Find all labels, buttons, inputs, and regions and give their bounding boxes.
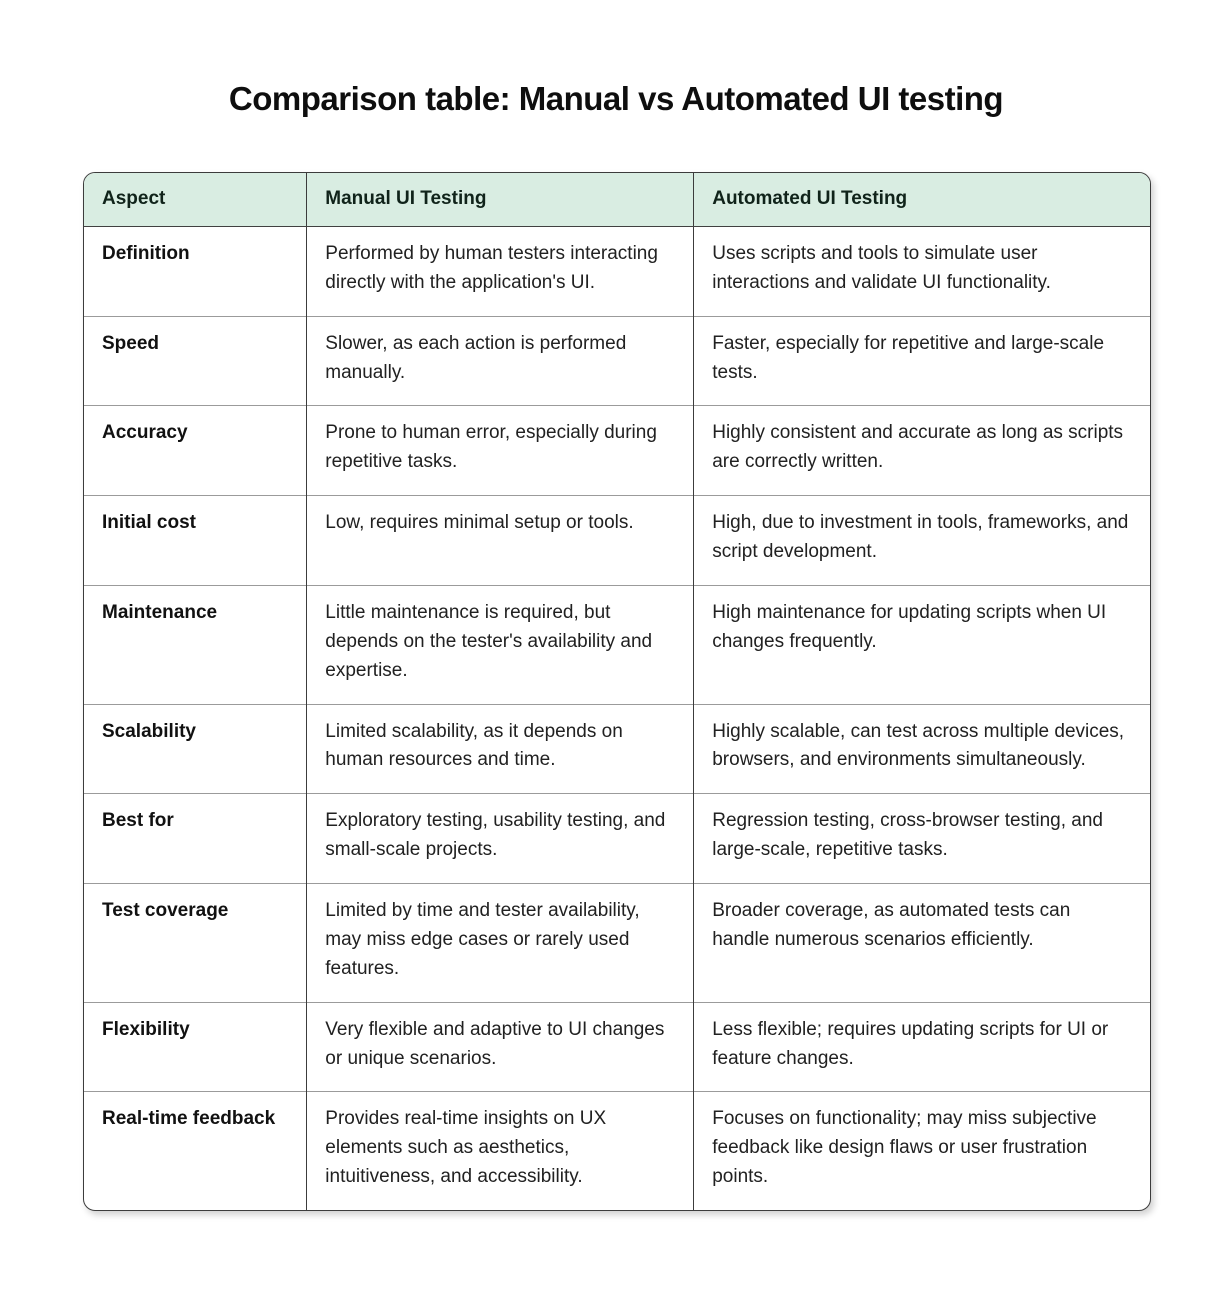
table-row-accuracy bbox=[84, 406, 1150, 496]
manual-cell: Little maintenance is required, but depends on the tester's availability and expertise. bbox=[307, 585, 694, 704]
automated-cell: Less flexible; requires updating scripts for UI or feature changes. bbox=[694, 1002, 1150, 1092]
manual-cell: Prone to human error, especially during repetitive tasks. bbox=[307, 406, 694, 496]
aspect-label: Best for bbox=[84, 794, 307, 884]
comparison-table bbox=[84, 173, 1150, 1210]
aspect-label: Initial cost bbox=[84, 496, 307, 586]
header-row bbox=[84, 173, 1150, 226]
manual-cell: Limited scalability, as it depends on human resources and time. bbox=[307, 704, 694, 794]
table-row-best-for bbox=[84, 794, 1150, 884]
manual-cell: Low, requires minimal setup or tools. bbox=[307, 496, 694, 586]
table-row-initial-cost bbox=[84, 496, 1150, 586]
column-header-aspect: Aspect bbox=[84, 173, 307, 226]
table-row-scalability bbox=[84, 704, 1150, 794]
automated-cell: Uses scripts and tools to simulate user interactions and validate UI functionality. bbox=[694, 226, 1150, 316]
aspect-label: Test coverage bbox=[84, 884, 307, 1003]
aspect-label: Accuracy bbox=[84, 406, 307, 496]
table-row-real-time-feedback bbox=[84, 1092, 1150, 1210]
manual-cell: Provides real-time insights on UX elements such as aesthetics, intuitiveness, and accessibility. bbox=[307, 1092, 694, 1210]
automated-cell: High maintenance for updating scripts when UI changes frequently. bbox=[694, 585, 1150, 704]
comparison-table-container bbox=[83, 172, 1151, 1211]
aspect-label: Maintenance bbox=[84, 585, 307, 704]
manual-cell: Exploratory testing, usability testing, and small-scale projects. bbox=[307, 794, 694, 884]
aspect-label: Flexibility bbox=[84, 1002, 307, 1092]
manual-cell: Very flexible and adaptive to UI changes or unique scenarios. bbox=[307, 1002, 694, 1092]
manual-cell: Performed by human testers interacting directly with the application's UI. bbox=[307, 226, 694, 316]
automated-cell: High, due to investment in tools, frameworks, and script development. bbox=[694, 496, 1150, 586]
aspect-label: Real-time feedback bbox=[84, 1092, 307, 1210]
automated-cell: Highly consistent and accurate as long as scripts are correctly written. bbox=[694, 406, 1150, 496]
table-row-definition bbox=[84, 226, 1150, 316]
aspect-label: Definition bbox=[102, 242, 190, 264]
page-title: Comparison table: Manual vs Automated UI testing bbox=[228, 80, 1004, 117]
table-row-speed bbox=[84, 316, 1150, 406]
automated-cell: Faster, especially for repetitive and large-scale tests. bbox=[694, 316, 1150, 406]
table-body bbox=[84, 226, 1150, 1210]
automated-cell: Focuses on functionality; may miss subjective feedback like design flaws or user frustration points. bbox=[694, 1092, 1150, 1210]
column-header-manual: Manual UI Testing bbox=[307, 173, 694, 226]
table-row-flexibility bbox=[84, 1002, 1150, 1092]
automated-cell: Broader coverage, as automated tests can handle numerous scenarios efficiently. bbox=[694, 884, 1150, 1003]
column-header-automated: Automated UI Testing bbox=[694, 173, 1150, 226]
aspect-label: Speed bbox=[84, 316, 307, 406]
automated-cell: Regression testing, cross-browser testing, and large-scale, repetitive tasks. bbox=[694, 794, 1150, 884]
manual-cell: Slower, as each action is performed manually. bbox=[307, 316, 694, 406]
table-row-maintenance bbox=[84, 585, 1150, 704]
manual-cell: Limited by time and tester availability, may miss edge cases or rarely used features. bbox=[307, 884, 694, 1003]
table-header bbox=[84, 173, 1150, 226]
automated-cell: Highly scalable, can test across multiple devices, browsers, and environments simultaneously. bbox=[694, 704, 1150, 794]
table-row-test-coverage bbox=[84, 884, 1150, 1003]
aspect-label: Scalability bbox=[84, 704, 307, 794]
